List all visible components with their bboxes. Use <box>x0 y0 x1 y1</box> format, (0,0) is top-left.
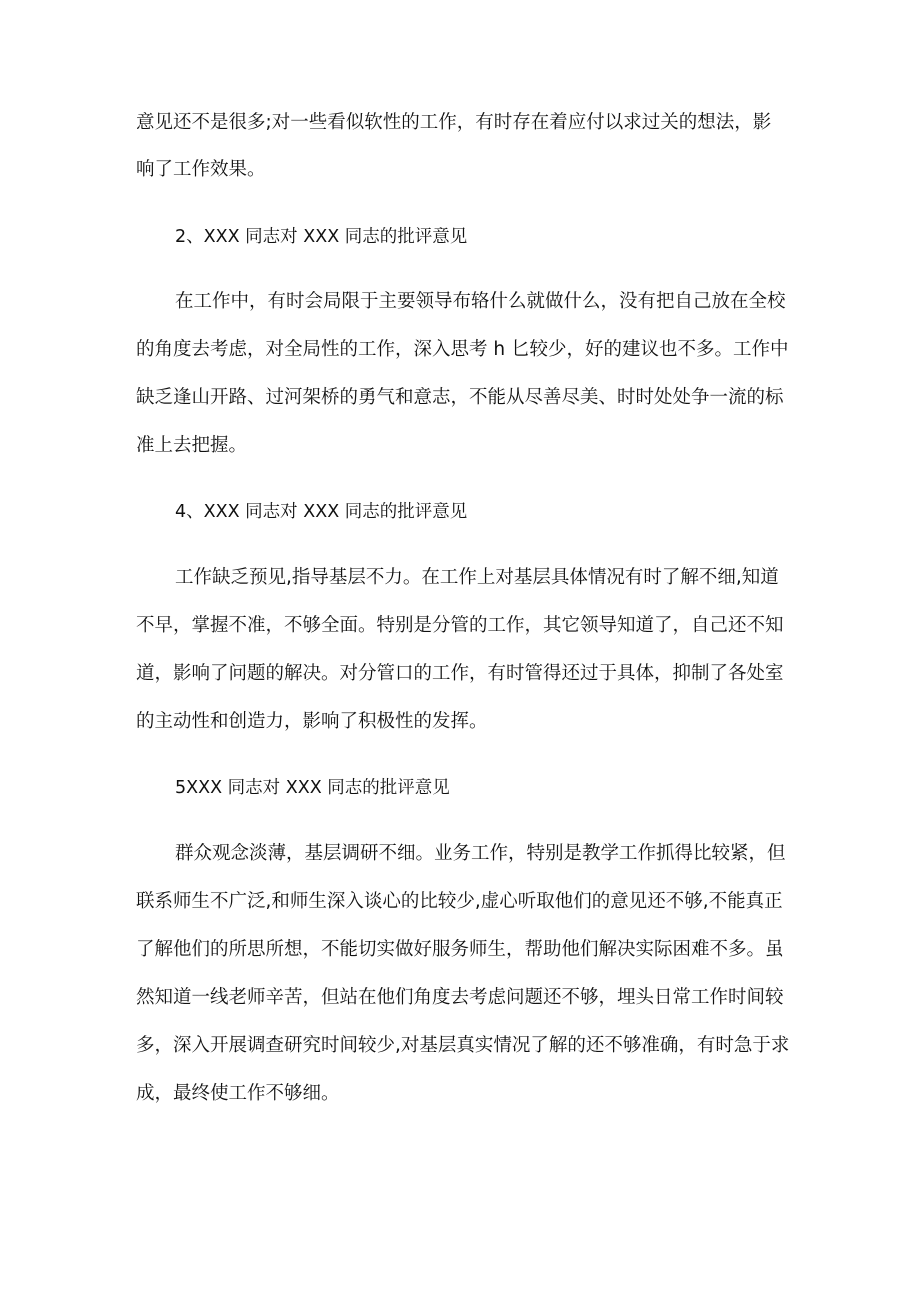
text-line: 准上去把握。 <box>136 435 248 456</box>
text-line: 意见还不是很多;对一些看似软性的工作，有时存在着应付以求过关的想法，影 <box>136 112 772 133</box>
section-heading-4: 4、XXX 同志对 XXX 同志的批评意见 <box>175 502 468 522</box>
text-line: 道，影响了问题的解决。对分管口的工作，有时管得还过于具体，抑制了各处室 <box>136 663 784 684</box>
text-line: 响了工作效果。 <box>136 159 266 180</box>
text-line: 的主动性和创造力，影响了积极性的发挥。 <box>136 711 488 732</box>
text-line: 了解他们的所思所想，不能切实做好服务师生，帮助他们解决实际困难不多。虽 <box>136 939 784 960</box>
text-line: 多，深入开展调查研究时间较少,对基层真实情况了解的还不够准确，有时急于求 <box>136 1035 790 1056</box>
text-line: 成，最终使工作不够细。 <box>136 1083 340 1104</box>
text-line: 不早，掌握不准，不够全面。特别是分管的工作，其它领导知道了，自己还不知 <box>136 615 784 636</box>
text-line: 缺乏逢山开路、过河架桥的勇气和意志，不能从尽善尽美、时时处处争一流的标 <box>136 387 784 408</box>
text-line: 群众观念淡薄，基层调研不细。业务工作，特别是教学工作抓得比较紧，但 <box>175 843 786 864</box>
text-line: 然知道一线老师辛苦，但站在他们角度去考虑问题还不够，埋头日常工作时间较 <box>136 987 784 1008</box>
text-line: 在工作中，有时会局限于主要领导布辂什么就做什么，没有把自己放在全校 <box>175 291 786 312</box>
text-line: 的角度去考虑，对全局性的工作，深入思考 h 匕较少，好的建议也不多。工作中 <box>136 339 789 360</box>
section-heading-2: 2、XXX 同志对 XXX 同志的批评意见 <box>175 227 468 247</box>
text-line: 工作缺乏预见,指导基层不力。在工作上对基层具体情况有时了解不细,知道 <box>175 567 779 588</box>
section-heading-5: 5XXX 同志对 XXX 同志的批评意见 <box>175 778 450 798</box>
text-line: 联系师生不广泛,和师生深入谈心的比较少,虚心听取他们的意见还不够,不能真正 <box>136 891 783 912</box>
